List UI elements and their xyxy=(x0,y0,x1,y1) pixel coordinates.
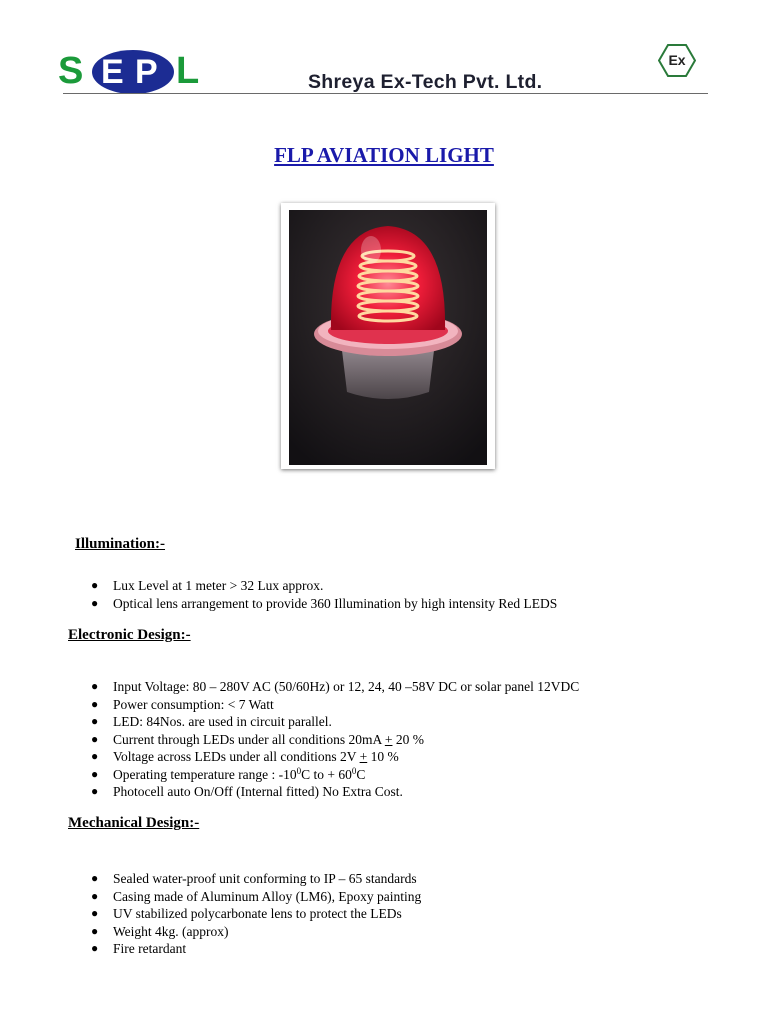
list-item: ● Power consumption: < 7 Watt xyxy=(91,696,274,712)
product-photo xyxy=(281,203,495,469)
mechanical-design-heading: Mechanical Design:- xyxy=(68,815,200,831)
list-item: ● UV stabilized polycarbonate lens to protect the LEDs xyxy=(91,906,402,921)
electronic-design-heading: Electronic Design:- xyxy=(68,627,191,643)
header-divider xyxy=(63,93,708,94)
list-item: ● Voltage across LEDs under all conditions 2V + 10 % xyxy=(91,749,399,764)
list-item: ● Photocell auto On/Off (Internal fitted) No Extra Cost. xyxy=(91,784,403,799)
aviation-light-image xyxy=(289,210,487,465)
electronic-design-list xyxy=(91,678,579,801)
ex-certification-icon: Ex xyxy=(658,44,696,77)
list-item: ● Lux Level at 1 meter > 32 Lux approx. xyxy=(91,578,324,593)
list-item: ● LED: 84Nos. are used in circuit parallel. xyxy=(91,714,332,729)
mechanical-design-list xyxy=(91,870,421,958)
sepl-logo: S E P L xyxy=(58,50,200,92)
list-item: ● Optical lens arrangement to provide 360 Illumination by high intensity Red LEDS xyxy=(91,595,558,611)
company-name: Shreya Ex-Tech Pvt. Ltd. xyxy=(308,71,543,93)
list-item: ● Fire retardant xyxy=(91,941,187,956)
list-item: ● Weight 4kg. (approx) xyxy=(91,923,229,939)
list-item: ● Casing made of Aluminum Alloy (LM6), Epoxy painting xyxy=(91,888,422,904)
page-title: FLP AVIATION LIGHT xyxy=(274,143,494,167)
illumination-list xyxy=(91,577,557,612)
list-item: ● Input Voltage: 80 – 280V AC (50/60Hz) or 12, 24, 40 –58V DC or solar panel 12VDC xyxy=(91,679,580,694)
letterhead xyxy=(58,44,708,96)
illumination-heading: Illumination:- xyxy=(75,536,166,552)
list-item: ● Sealed water-proof unit conforming to IP – 65 standards xyxy=(91,871,417,886)
list-item: ● Operating temperature range : $-10^0C$ to + $60^0C$ xyxy=(91,765,366,782)
list-item: ● Current through LEDs under all conditions 20mA + 20 % xyxy=(91,731,424,747)
